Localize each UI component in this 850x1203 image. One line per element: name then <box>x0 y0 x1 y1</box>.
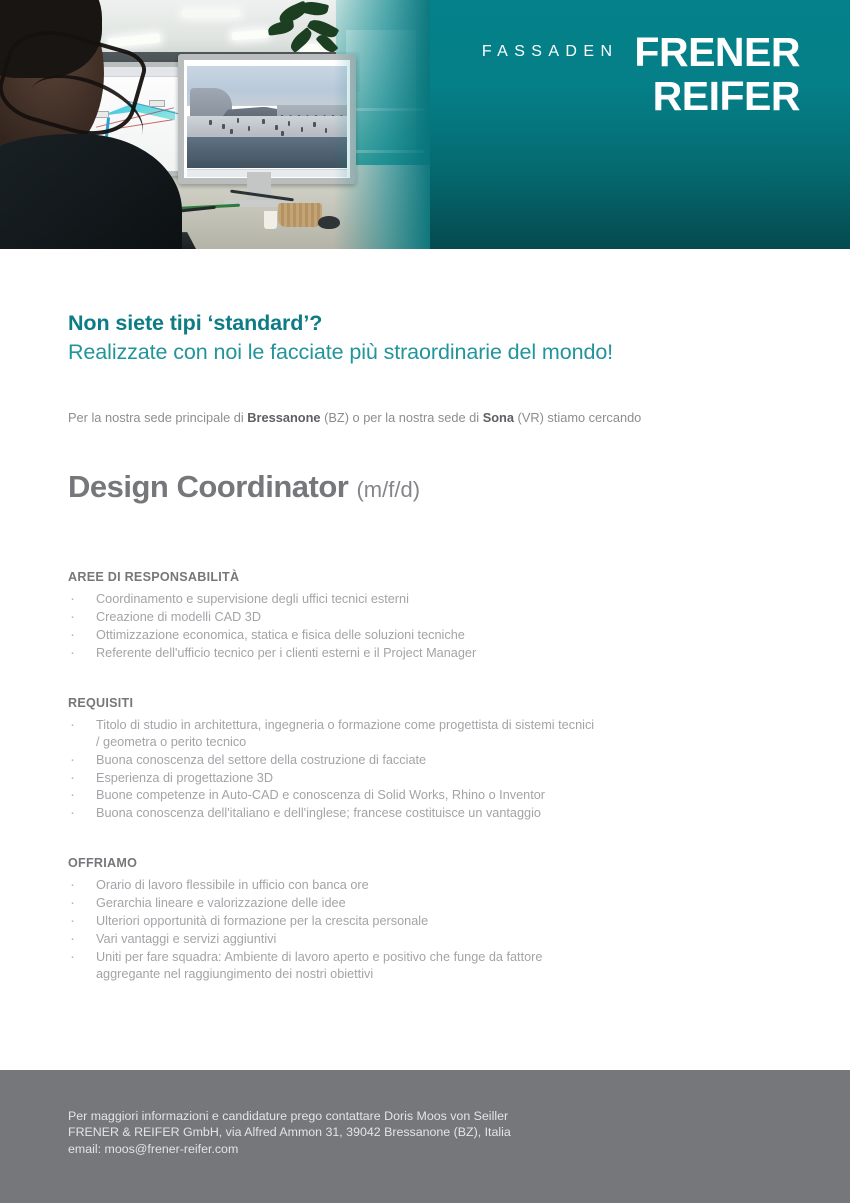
footer-line-1: Per maggiori informazioni e candidature prego contattare Doris Moos von Seiller <box>68 1109 509 1123</box>
requirements-list <box>68 717 782 822</box>
location-bressanone: Bressanone <box>247 410 321 426</box>
list-item: · Uniti per fare squadra: Ambiente di lavoro aperto e positivo che funge da fattore aggregante nel raggiungimento dei nostri obiettivi <box>68 949 596 983</box>
list-item: · Vari vantaggi e servizi aggiuntivi <box>68 931 596 948</box>
list-item: · Buone competenze in Auto-CAD e conoscenza di Solid Works, Rhino o Inventor <box>68 787 596 804</box>
cup <box>264 211 277 229</box>
basket <box>278 203 322 227</box>
brand-name <box>634 30 800 119</box>
intro-middle: (BZ) o per la nostra sede di <box>320 410 483 426</box>
section-requirements <box>68 696 782 822</box>
brand-name-line2: REIFER <box>652 73 800 120</box>
list-item: · Buona conoscenza del settore della costruzione di facciate <box>68 752 596 769</box>
shelf <box>344 108 424 111</box>
job-title-text: Design Coordinator <box>68 469 349 505</box>
offer-list <box>68 877 782 982</box>
job-gender-note: (m/f/d) <box>356 477 421 503</box>
list-item: · Ulteriori opportunità di formazione per la crescita personale <box>68 913 596 930</box>
brand-logo <box>482 30 800 119</box>
section-title: REQUISITI <box>68 695 134 710</box>
list-item: · Referente dell'ufficio tecnico per i clienti esterni e il Project Manager <box>68 645 596 662</box>
section-title: OFFRIAMO <box>68 856 138 871</box>
section-responsibilities <box>68 570 782 662</box>
responsibilities-list <box>68 591 782 662</box>
ceiling-light-icon <box>182 10 240 17</box>
person-silhouette <box>0 0 182 249</box>
job-title <box>68 470 782 504</box>
section-offer <box>68 856 782 982</box>
headline-secondary: Realizzate con noi le facciate più straordinarie del mondo! <box>68 339 614 364</box>
list-item: · Orario di lavoro flessibile in ufficio con banca ore <box>68 877 596 894</box>
brand-tagline: FASSADEN <box>481 43 619 60</box>
footer-line-2: FRENER & REIFER GmbH, via Alfred Ammon 31, 39042 Bressanone (BZ), Italia <box>68 1125 511 1140</box>
page-footer <box>0 1070 850 1203</box>
brand-panel <box>430 0 850 249</box>
intro-suffix: (VR) stiamo cercando <box>514 410 642 426</box>
list-item: · Gerarchia lineare e valorizzazione delle idee <box>68 895 596 912</box>
location-intro <box>68 409 782 427</box>
intro-prefix: Per la nostra sede principale di <box>68 410 248 426</box>
plant-icon <box>258 2 344 62</box>
footer-contact <box>68 1108 511 1157</box>
headline-primary: Non siete tipi ‘standard’? <box>68 311 323 335</box>
list-item: · Buona conoscenza dell'italiano e dell'inglese; francese costituisce un vantaggio <box>68 805 596 822</box>
list-item: · Coordinamento e supervisione degli uffici tecnici esterni <box>68 591 596 608</box>
monitor-right <box>178 54 356 184</box>
hero-banner <box>0 0 850 249</box>
section-title: AREE DI RESPONSABILITÀ <box>68 570 240 585</box>
list-item: · Ottimizzazione economica, statica e fisica delle soluzioni tecniche <box>68 627 596 644</box>
shelf <box>344 150 424 153</box>
screen-architectural-render <box>184 60 350 178</box>
hero-photograph <box>0 0 430 249</box>
footer-line-3: email: moos@frener-reifer.com <box>68 1141 239 1156</box>
main-content <box>68 310 782 984</box>
brand-name-line1: FRENER <box>634 29 800 75</box>
list-item: · Esperienza di progettazione 3D <box>68 770 596 787</box>
list-item: · Titolo di studio in architettura, ingegneria o formazione come progettista di sistemi tecnici / geometra o perito tecnico <box>68 717 596 751</box>
location-sona: Sona <box>482 410 514 426</box>
list-item: · Creazione di modelli CAD 3D <box>68 609 596 626</box>
mouse-icon <box>318 216 340 229</box>
